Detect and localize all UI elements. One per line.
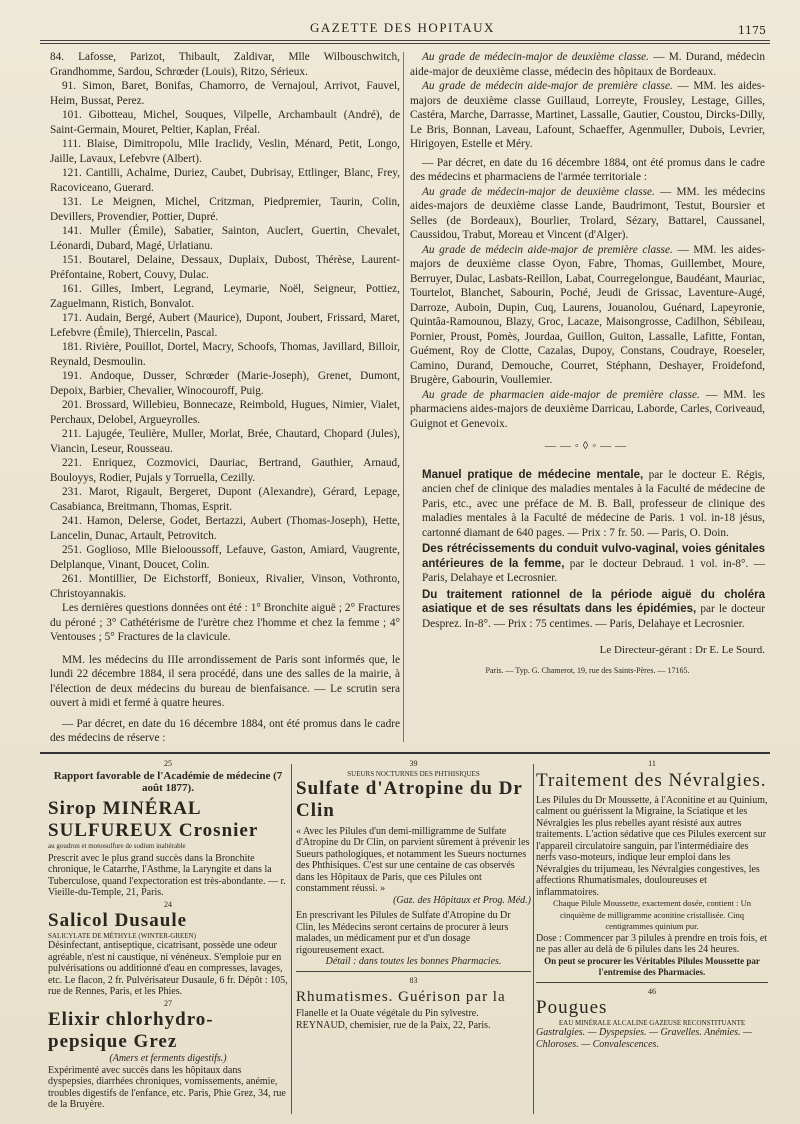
list-item: 201. Brossard, Willebieu, Bonnecaze, Reimbold, Hugues, Nimier, Vialet, Perchaux, Delobel, Argueyrolles. bbox=[50, 399, 400, 426]
ad-sueurs-text: « Avec les Pilules d'un demi-milligramme de Sulfate d'Atropine du Dr Clin, on parvient sûrement à prévenir les Sueurs pathologiques, et notamment les Sueurs nocturnes des Phthisiques. C'est sur une centaine de cas observés dans les Hôpitaux de Paris, que ces Pilules ont constamment réussi. » bbox=[296, 825, 530, 894]
ad-salicol-sub: SALICYLATE DE MÉTHYLE (WINTER-GREEN) bbox=[48, 932, 196, 940]
ad-number: 11 bbox=[648, 759, 656, 768]
grade-heading: Au grade de médecin-major de deuxième classe. bbox=[422, 185, 655, 198]
ad-rule bbox=[536, 982, 768, 983]
list-item: 231. Marot, Rigault, Bergeret, Dupont (Alexandre), Gérard, Lepage, Casabianca, Breitmann, Thomas, Esprit. bbox=[50, 486, 400, 513]
promotion-paragraph bbox=[410, 243, 765, 388]
ad-column-1 bbox=[48, 758, 288, 1111]
ad-pougues-sub: EAU MINÉRALE ALCALINE GAZEUSE RECONSTITUANTE bbox=[558, 1019, 746, 1027]
promotion-paragraph bbox=[410, 79, 765, 152]
book-entry bbox=[410, 468, 765, 541]
left-column bbox=[50, 50, 400, 746]
decree-notice: — Par décret, en date du 16 décembre 1884, ont été promus dans le cadre des médecins de réserve : bbox=[50, 717, 400, 744]
ad-elixir-sub: (Amers et ferments digestifs.) bbox=[109, 1053, 227, 1064]
ad-number: 25 bbox=[164, 759, 172, 768]
promotion-text: — MM. les pharmaciens aides-majors de deuxième Darricau, Laborde, Carles, Coriveaud, Guignot et Genevoix. bbox=[410, 388, 765, 430]
promotion-text: — MM. les aides-majors de deuxième classe Oyon, Fabre, Thomas, Guillembet, Moure, Berruyer, Dulac, Lasbats-Reillon, Labat, Courregelongue, Baudéant, Mauriac, Tourtelot, Blanchet, Sabourin, Poché, Jeudi de Grissac, Laventure-Augé, Darroze, Auboin, Dupin, Cuq, Laurens, Jouanolou, Guénard, Lapeyronie, Quintâa-Ramounou, Blazy, Groc, Lacaze, Maisongrosse, Cadilhon, Sébileau, Pornier, Proust, Pomès, Jourdaa, Guillon, Guiton, Lassalle, Lafitte, Fontan, Guément, Roy de Clotte, Cazalas, Dupoy, Constans, Coudraye, Roeseler, Camino, Durand, Demouche, Courret, Stéphann, Deshayer, Froidefond, Brugère, Gabourin, Voullemier. bbox=[410, 243, 765, 386]
list-item: 84. Lafosse, Parizot, Thibault, Zaldivar, Mlle Wilbouschwitch, Grandhomme, Sardou, Schrœder (Louis), Ritzo, Sérieux. bbox=[50, 51, 400, 78]
imprint: Paris. — Typ. G. Chamerot, 19, rue des Saints-Pères. — 17165. bbox=[485, 665, 690, 675]
list-item: 211. Lajugée, Teulière, Muller, Morlat, Brée, Chautard, Chopard (Jules), Viancin, Leseur, Rousseau. bbox=[50, 428, 400, 455]
promotion-text: — MM. les aides-majors de deuxième classe Guillaud, Lorreyte, Frousley, Lestage, Gilles, Castéra, Marche, Darrasse, Martinet, Lassalle, Gautier, Coustou, Dircks-Dilly, Le Bris, Bonnan, Laveau, Lafount, Schaeffer, Agenmuller, Dubois, Levrier, Hirigoyen, Estelle et Méry. bbox=[410, 80, 765, 150]
ad-elixir-text: Expérimenté avec succès dans les hôpitaux dans dyspepsies, diarrhées chroniques, vomissements, anémie, troubles digestifs de l'enfance, etc. Paris, Phie Grez, 34, rue de la Bruyère. bbox=[48, 1064, 286, 1110]
list-item: 191. Andoque, Dusser, Schrœder (Marie-Joseph), Grenet, Dumont, Depoix, Barbier, Chevalier, Winocouroff, Puig. bbox=[50, 370, 400, 397]
promotion-paragraph bbox=[410, 388, 765, 432]
ad-pougues-text: Gastralgies. — Dyspepsies. — Gravelles. Anémies. — Chloroses. — Convalescences. bbox=[536, 1027, 752, 1050]
book-entry bbox=[410, 542, 765, 586]
grade-heading: Au grade de pharmacien aide-major de première classe. bbox=[422, 388, 700, 401]
signature: Le Directeur-gérant : Dr E. Le Sourd. bbox=[599, 644, 765, 656]
ad-sirop-title: Sirop MINÉRAL SULFUREUX Crosnier bbox=[48, 797, 259, 841]
list-item: 221. Enriquez, Cozmovici, Dauriac, Bertrand, Gauthier, Arnaud, Bouloyys, Rodier, Pujals y Torruella, Cezilly. bbox=[50, 457, 400, 484]
list-item: 261. Montillier, De Eichstorff, Bonieux, Rivalier, Vinson, Vothronto, Christoyannakis. bbox=[50, 573, 400, 600]
ad-sirop-text: Prescrit avec le plus grand succès dans la Bronchite chronique, le Catarrhe, l'Asthme, la Laryngite et dans la Tuberculose, quand l'expectoration est très-abondante. — r. Vieille-du-Temple, 21, Paris. bbox=[48, 852, 286, 898]
book-entry bbox=[410, 588, 765, 632]
ad-elixir-title: Elixir chlorhydro-pepsique Grez bbox=[48, 1009, 214, 1052]
ad-sueurs-title: Sulfate d'Atropine du Dr Clin bbox=[296, 777, 523, 821]
ad-nev-text: Les Pilules du Dr Moussette, à l'Aconitine et au Quinium, calment ou guérissent la Migraine, la Sciatique et les Névralgies les plus rebelles ayant résisté aux autres traitements. L'action sédative que ces Pilules exercent sur l'appareil circulatoire sanguin, par l'intermédiaire des nerfs vaso-moteurs, indique leur emploi dans les Névralgies du trijumeau, les Névralgies congestives, les affections Rhumatismales, douloureuses et inflammatoires. bbox=[536, 794, 768, 898]
decree-territorial: — Par décret, en date du 16 décembre 1884, ont été promus dans le cadre des médecins et pharmaciens de l'armée territoriale : bbox=[410, 156, 765, 183]
page-title: GAZETTE DES HOPITAUX bbox=[310, 20, 495, 35]
ad-salicol-title: Salicol Dusaule bbox=[48, 910, 188, 931]
promotion-text: — M. Durand, médecin aide-major de deuxième classe, médecin des hôpitaux de Bordeaux. bbox=[410, 51, 765, 78]
bibliography bbox=[410, 468, 765, 632]
header-rule bbox=[40, 40, 770, 44]
ad-rhum-text: Flanelle et la Ouate végétale du Pin sylvestre. REYNAUD, chemisier, rue de la Paix, 22, Paris. bbox=[296, 1008, 491, 1031]
ad-nev-chaque: Chaque Pilule Moussette, exactement dosée, contient : Un cinquième de milligramme aconitine cristallisée. Cinq centigrammes quinium pur. bbox=[552, 898, 752, 931]
promotion-paragraph bbox=[410, 185, 765, 243]
book-details: par le docteur E. Régis, ancien chef de clinique des maladies mentales à la Faculté de médecine de Paris, etc., avec une préface de M. B. Ball, professeur de clinique des maladies mentales à la Faculté de médecine de Paris. 1 vol. in-18 jésus, cartonné diamant de 640 pages. — Prix : 7 fr. 50. — Paris, O. Doin. bbox=[422, 468, 765, 539]
book-title: Du traitement rationnel de la période aiguë du choléra asiatique et de ses résultats dans les épidémies, bbox=[422, 588, 765, 615]
ad-sueurs-source: (Gaz. des Hôpitaux et Prog. Méd.) bbox=[393, 894, 531, 906]
book-details: par le docteur Desprez. In-8°. — Prix : 75 centimes. — Paris, Delahaye et Lecrosnier. bbox=[422, 603, 765, 630]
ad-number: 46 bbox=[648, 986, 656, 996]
list-item: 151. Boutarel, Delaine, Dessaux, Duplaix, Dubost, Thérèse, Laurent-Préfontaine, Robert, Couvy, Dulac. bbox=[50, 254, 400, 281]
ad-number: 83 bbox=[409, 975, 418, 985]
promotion-text: — MM. les médecins aides-majors de deuxième classe Lande, Baudrimont, Testut, Boursier et Selles (de Bordeaux), Bourlier, Trolard, Sézary, Battarel, Caussanel, Caussidou, Trabut, Moreau et Vincent (d'Alger). bbox=[410, 185, 765, 241]
book-title: Manuel pratique de médecine mentale, bbox=[422, 468, 644, 481]
list-item: 241. Hamon, Delerse, Godet, Bertazzi, Aubert (Thomas-Joseph), Hette, Lancelin, Dunac, Artault, Petrovitch. bbox=[50, 515, 400, 542]
ad-column-3 bbox=[536, 758, 768, 1050]
ad-salicol-text: Désinfectant, antiseptique, cicatrisant, possède une odeur agréable, n'est ni caustique, ni vénéneux. S'emploie pur en pulvérisations ou additionné d'eau en compresses, lavages, etc. Le flacon, 2 fr. Pulvérisateur Dusaule, 6 fr. Dépôt : 105, rue de Rennes, Paris, et les Phies. bbox=[48, 940, 288, 997]
ad-divider bbox=[533, 764, 534, 1114]
column-divider bbox=[403, 52, 404, 742]
exam-questions: Les dernières questions données ont été : 1° Bronchite aiguë ; 2° Fractures du péroné ; 3° Cathétérisme de l'urètre chez l'homme et chez la femme ; 4° Ventouses ; 5° Fractures de la clavicule. bbox=[50, 602, 400, 643]
right-column bbox=[410, 50, 765, 678]
ad-nev-title: Traitement des Névralgies. bbox=[536, 769, 767, 791]
ads-rule bbox=[40, 752, 770, 754]
ad-sueurs-detail: Détail : dans toutes les bonnes Pharmacies. bbox=[325, 956, 502, 967]
grade-heading: Au grade de médecin aide-major de première classe. bbox=[422, 80, 673, 92]
running-head bbox=[0, 18, 800, 38]
list-item: 121. Cantilli, Achalme, Duriez, Caubet, Dubrisay, Ettlinger, Blanc, Frey, Racoviceano, Guerard. bbox=[50, 167, 400, 194]
list-item: 161. Gilles, Imbert, Legrand, Leymarie, Noël, Seigneur, Pottiez, Zaguelmann, Ristich, Bonvalot. bbox=[50, 283, 400, 310]
list-item: 171. Audain, Bergé, Aubert (Maurice), Dupont, Joubert, Frissard, Maret, Lefebvre (Émile), Thiercelin, Pascal. bbox=[50, 312, 400, 339]
ad-rapport: Rapport favorable de l'Académie de médecine (7 août 1877). bbox=[53, 769, 283, 794]
ad-pougues-title: Pougues bbox=[536, 997, 608, 1018]
promotion-paragraph bbox=[410, 50, 765, 79]
grade-heading: Au grade de médecin-major de deuxième classe. bbox=[422, 51, 649, 63]
ad-number: 24 bbox=[164, 899, 172, 909]
page-number: 1175 bbox=[738, 24, 766, 37]
ad-divider bbox=[291, 764, 292, 1114]
ad-sueurs-text2: En prescrivant les Pilules de Sulfate d'Atropine du Dr Clin, les Médecins seront certains de procurer à leurs malades, un médicament pur et d'un dosage rigoureusement exact. bbox=[296, 910, 511, 956]
ad-sirop-sub: au goudron et monosulfure de sodium inaltérable bbox=[48, 841, 186, 850]
book-title: Des rétrécissements du conduit vulvo-vaginal, voies génitales antérieures de la femme, bbox=[422, 543, 765, 570]
book-details: par le docteur Debraud. 1 vol. in-8°. — Paris, Delahaye et Lecrosnier. bbox=[422, 557, 765, 584]
ad-sueurs-sub: SUEURS NOCTURNES DES PHTHISIQUES bbox=[347, 769, 480, 778]
list-item: 91. Simon, Baret, Bonifas, Chamorro, de Vernajoul, Arrivot, Fauvel, Heim, Bussat, Perez. bbox=[50, 80, 400, 107]
grade-heading: Au grade de médecin aide-major de première classe. bbox=[422, 243, 673, 256]
ad-rhum-title: Rhumatismes. Guérison par la bbox=[296, 989, 506, 1005]
ad-column-2 bbox=[296, 758, 531, 1031]
ad-nev-end: On peut se procurer les Véritables Pilules Moussette par l'entremise des Pharmacies. bbox=[544, 955, 760, 977]
list-item: 251. Goglioso, Mlle Bielooussoff, Lefauve, Gaston, Amiard, Vaugrente, Delplanque, Vinant, Doucet, Colin. bbox=[50, 544, 400, 571]
ad-number: 39 bbox=[409, 759, 418, 768]
list-item: 141. Muller (Émile), Sabatier, Sainton, Auclert, Guertin, Chevalet, Léonardi, Dubard, Magé, Urlatianu. bbox=[50, 225, 400, 252]
ornament-divider: ——◦◊◦—— bbox=[544, 440, 631, 452]
election-notice: MM. les médecins du IIIe arrondissement de Paris sont informés que, le lundi 22 décembre 1884, il sera procédé, dans une des salles de la mairie, à l'élection de deux médecins du bureau de bienfaisance. — Le scrutin sera ouvert à midi et fermé à quatre heures. bbox=[50, 653, 400, 709]
list-item: 131. Le Meignen, Michel, Critzman, Piedpremier, Taurin, Colin, Devillers, Provendier, Pottier, Dupré. bbox=[50, 196, 400, 223]
list-item: 111. Blaise, Dimitropolu, Mlle Iraclidy, Veslin, Ménard, Petit, Longo, Jaille, Lavaux, Lefebvre (Albert). bbox=[50, 138, 400, 165]
ad-rule bbox=[296, 971, 531, 972]
list-item: 101. Gibotteau, Michel, Souques, Vilpelle, Archambault (André), de Saint-Germain, Mouret, Peltier, Kaplan, Fréal. bbox=[50, 109, 400, 136]
ad-nev-dose: Dose : Commencer par 3 pilules à prendre en trois fois, et ne pas aller au delà de 6 pilules dans les 24 heures. bbox=[536, 932, 768, 955]
list-item: 181. Rivière, Pouillot, Dortel, Macry, Schoofs, Thomas, Javillard, Billoir, Reynald, Desmoulin. bbox=[50, 341, 400, 368]
advertisements bbox=[48, 758, 768, 1114]
ad-number: 27 bbox=[164, 998, 172, 1008]
